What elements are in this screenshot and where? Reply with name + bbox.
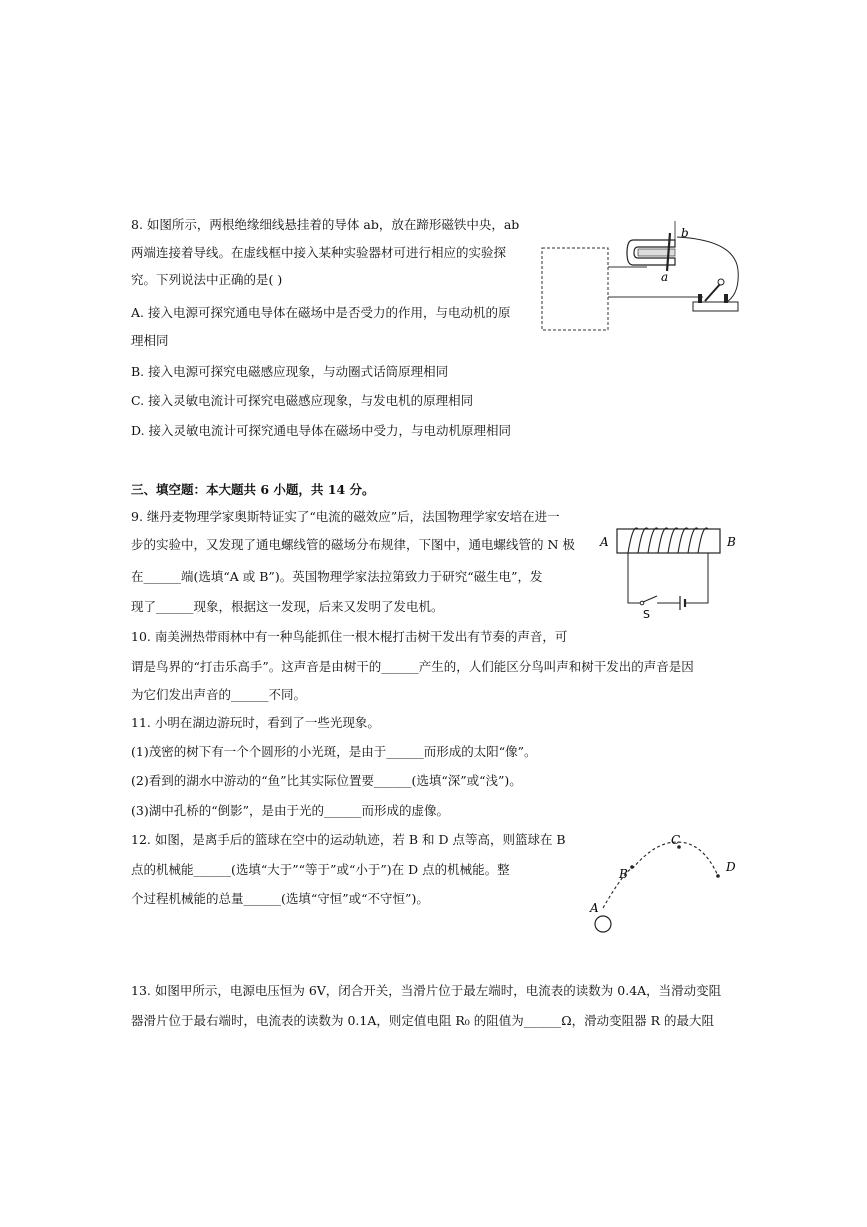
q10-line-1: 10. 南美洲热带雨林中有一种鸟能抓住一根木棍打击树干发出有节奏的声音，可: [131, 629, 568, 644]
q12-line-3: 个过程机械能的总量______(选填“守恒”或“不守恒”)。: [131, 891, 429, 906]
q8-line-3: 究。下列说法中正确的是( ): [131, 272, 283, 287]
q11-line-3: (2)看到的湖水中游动的“鱼”比其实际位置要______(选填“深”或“浅”)。: [131, 773, 522, 788]
q8-line-2: 两端连接着导线。在虚线框中接入某种实验器材可进行相应的实验探: [131, 245, 507, 260]
q9-label-a: A: [600, 535, 609, 549]
q12-label-b: B: [619, 867, 628, 881]
q8-line-1: 8. 如图所示，两根绝缘细线悬挂着的导体 ab，放在蹄形磁铁中央，ab: [131, 217, 520, 232]
q10-line-2: 谓是鸟界的“打击乐高手”。这声音是由树干的______产生的，人们能区分鸟叫声和树干发出的声音是因: [131, 659, 694, 674]
q8-label-a: a: [661, 270, 669, 284]
switch-s: [643, 596, 657, 602]
q13-line-2: 器滑片位于最右端时，电流表的读数为 0.1A，则定值电阻 R₀ 的阻值为______Ω，滑动变阻器 R 的最大阻: [131, 1013, 714, 1028]
q8-option-d: D. 接入灵敏电流计可探究通电导体在磁场中受力，与电动机原理相同: [131, 423, 512, 438]
q8-option-b: B. 接入电源可探究电磁感应现象，与动圈式话筒原理相同: [131, 364, 449, 379]
q9-label-b: B: [727, 535, 736, 549]
dashed-box: [542, 248, 608, 330]
section-heading: 三、填空题：本大题共 6 小题，共 14 分。: [131, 482, 375, 497]
q8-option-a-line-1: A. 接入电源可探究通电导体在磁场中是否受力的作用，与电动机的原: [131, 305, 511, 320]
point-b: [630, 865, 634, 869]
q8-option-c: C. 接入灵敏电流计可探究电磁感应现象，与发电机的原理相同: [131, 393, 474, 408]
q8-label-b: b: [681, 226, 689, 240]
q13-line-1: 13. 如图甲所示，电源电压恒为 6V，闭合开关，当滑片位于最左端时，电流表的读数为 0.4A，当滑动变阻: [131, 983, 722, 998]
q9-line-3: 在______端(选填“A 或 B”)。英国物理学家法拉第致力于研究“磁生电”，发: [131, 569, 543, 584]
q11-line-1: 11. 小明在湖边游玩时，看到了一些光现象。: [131, 715, 380, 730]
q9-line-4: 现了______现象，根据这一发现，后来又发明了发电机。: [131, 599, 444, 614]
q8-option-a-line-2: 理相同: [131, 333, 169, 348]
q12-line-1: 12. 如图，是离手后的篮球在空中的运动轨迹，若 B 和 D 点等高，则篮球在 B: [131, 832, 566, 847]
q9-label-s: S: [643, 608, 650, 621]
q12-label-c: C: [671, 833, 681, 847]
q12-label-a: A: [590, 901, 599, 915]
point-d: [716, 874, 720, 878]
q10-line-3: 为它们发出声音的______不同。: [131, 687, 307, 702]
q12-label-d: D: [726, 860, 736, 874]
basketball: [595, 916, 611, 932]
q12-line-2: 点的机械能______(选填“大于”“等于”或“小于”)在 D 点的机械能。整: [131, 862, 510, 877]
q11-line-2: (1)茂密的树下有一个个圆形的小光斑，是由于______而形成的太阳“像”。: [131, 744, 537, 759]
switch-lever: [705, 283, 721, 301]
q9-line-2: 步的实验中，又发现了通电螺线管的磁场分布规律，下图中，通电螺线管的 N 极: [131, 537, 575, 552]
switch-base: [693, 302, 738, 311]
q8-magnet-figure: [535, 215, 755, 340]
q12-trajectory-figure: [585, 830, 745, 940]
q9-solenoid-figure: [595, 520, 745, 620]
q11-line-4: (3)湖中孔桥的“倒影”，是由于光的______而形成的虚像。: [131, 803, 449, 818]
q9-line-1: 9. 继丹麦物理学家奥斯特证实了“电流的磁效应”后，法国物理学家安培在进一: [131, 509, 560, 524]
